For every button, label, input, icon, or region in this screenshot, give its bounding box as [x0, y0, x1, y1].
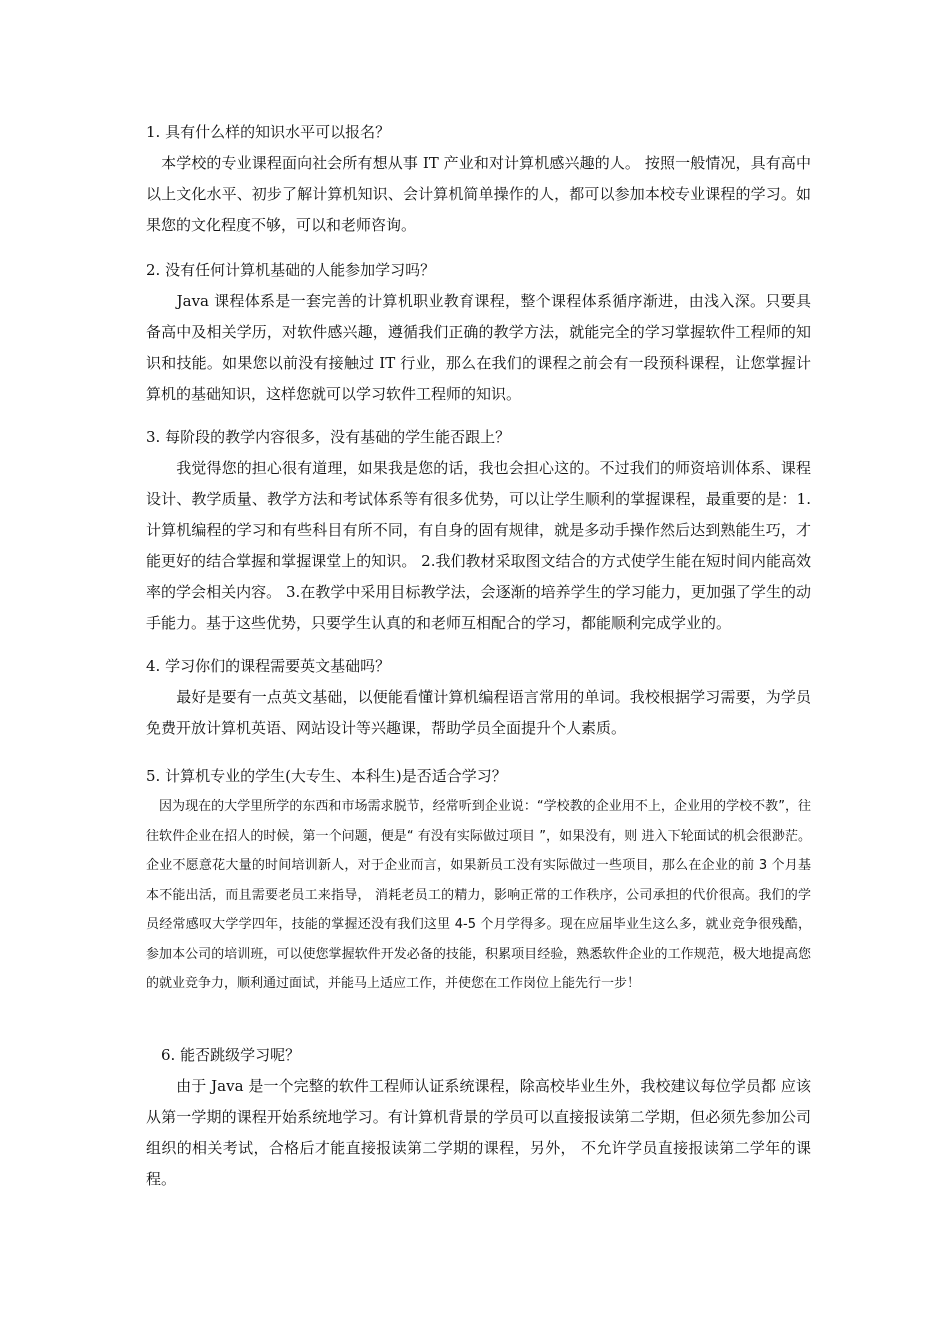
faq-item-5 — [146, 760, 811, 999]
faq-question-1: 1. 具有什么样的知识水平可以报名？ — [146, 123, 391, 141]
faq-question-3: 3. 每阶段的教学内容很多，没有基础的学生能否跟上？ — [146, 428, 511, 446]
faq-item-4 — [146, 650, 811, 744]
faq-question-2: 2. 没有任何计算机基础的人能参加学习吗？ — [146, 261, 436, 279]
faq-question-4: 4. 学习你们的课程需要英文基础吗？ — [146, 657, 391, 675]
faq-item-3 — [146, 421, 811, 639]
faq-answer-6: 由于 Java 是一个完整的软件工程师认证系统课程，除高校毕业生外，我校建议每位学员都 应该从第一学期的课程开始系统地学习。有计算机背景的学员可以直接报读第二学期，但必须先参加公司组织的相关考试，合格后才能直接报读第二学期的课程，另外， 不允许学员直接报读第二学年的课程。 — [146, 1077, 811, 1188]
faq-answer-2: Java 课程体系是一套完善的计算机职业教育课程，整个课程体系循序渐进，由浅入深。只要具备高中及相关学历，对软件感兴趣，遵循我们正确的教学方法，就能完全的学习掌握软件工程师的知识和技能。如果您以前没有接触过 IT 行业，那么在我们的课程之前会有一段预科课程，让您掌握计算机的基础知识，这样您就可以学习软件工程师的知识。 — [146, 292, 811, 403]
faq-answer-5: 因为现在的大学里所学的东西和市场需求脱节，经常听到企业说：“学校教的企业用不上，企业用的学校不教”，往往软件企业在招人的时候，第一个问题，便是“ 有没有实际做过项目 ”，如果没有，则 进入下轮面试的机会很渺茫。企业不愿意花大量的时间培训新人，对于企业而言，如果新员工没有实际做过一些项目，那么在企业的前 3 个月基本不能出活，而且需要老员工来指导， 消耗老员工的精力，影响正常的工作秩序，公司承担的代价很高。我们的学员经常感叹大学学四年，技能的掌握还没有我们这里 4-5 个月学得多。现在应届毕业生这么多，就业竞争很残酷，参加本公司的培训班，可以使您掌握软件开发必备的技能，积累项目经验，熟悉软件企业的工作规范，极大地提高您的就业竞争力，顺利通过面试，并能马上适应工作，并使您在工作岗位上能先行一步！ — [146, 799, 811, 991]
faq-item-1 — [146, 116, 811, 241]
faq-answer-1: 本学校的专业课程面向社会所有想从事 IT 产业和对计算机感兴趣的人。 按照一般情况，具有高中以上文化水平、初步了解计算机知识、会计算机简单操作的人，都可以参加本校专业课程的学习。如果您的文化程度不够，可以和老师咨询。 — [146, 154, 811, 234]
faq-answer-4: 最好是要有一点英文基础，以便能看懂计算机编程语言常用的单词。我校根据学习需要，为学员免费开放计算机英语、网站设计等兴趣课，帮助学员全面提升个人素质。 — [146, 688, 811, 737]
faq-item-6 — [146, 1039, 811, 1195]
faq-question-5: 5. 计算机专业的学生(大专生、本科生)是否适合学习？ — [146, 767, 507, 785]
faq-answer-3: 我觉得您的担心很有道理，如果我是您的话，我也会担心这的。不过我们的师资培训体系、课程设计、教学质量、教学方法和考试体系等有很多优势，可以让学生顺利的掌握课程，最重要的是：1.计算机编程的学习和有些科目有所不同，有自身的固有规律，就是多动手操作然后达到熟能生巧，才能更好的结合掌握和掌握课堂上的知识。 2.我们教材采取图文结合的方式使学生能在短时间内能高效率的学会相关内容。 3.在教学中采用目标教学法，会逐渐的培养学生的学习能力，更加强了学生的动手能力。基于这些优势，只要学生认真的和老师互相配合的学习，都能顺利完成学业的。 — [146, 459, 811, 632]
faq-item-2 — [146, 254, 811, 410]
faq-question-6: 6. 能否跳级学习呢？ — [146, 1046, 301, 1064]
